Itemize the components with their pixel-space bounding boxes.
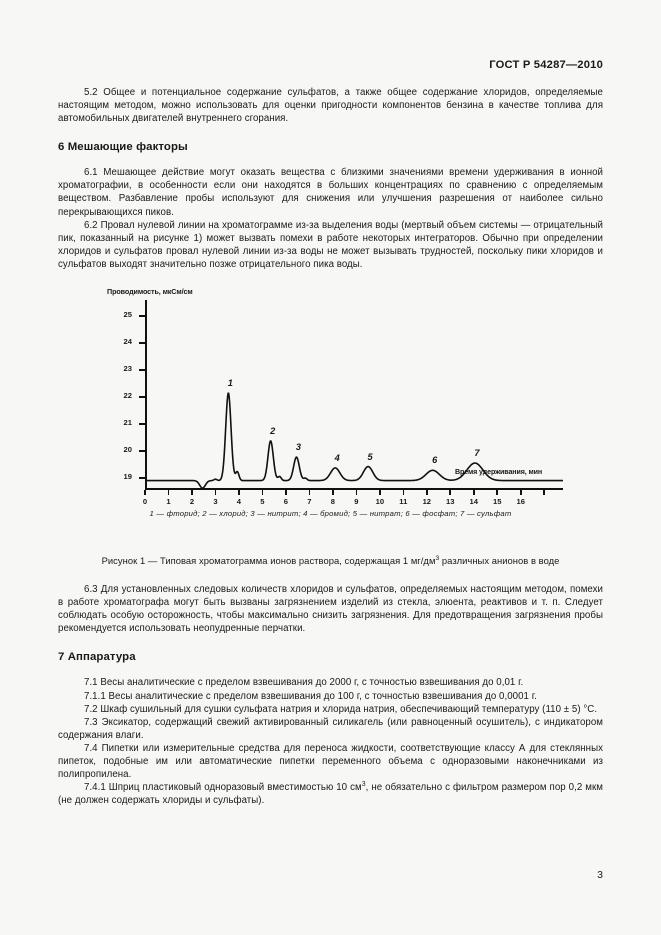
x-axis-tick-label: 8 (330, 496, 335, 506)
figure-caption-after: различных анионов в воде (439, 555, 560, 567)
x-axis-tick (309, 490, 311, 495)
x-axis-tick (262, 490, 264, 495)
paragraph-7-4-1-sup: 3 (361, 780, 366, 788)
x-axis-tick (403, 490, 405, 495)
y-axis-tick (123, 471, 145, 481)
y-axis-tick (123, 390, 145, 400)
x-axis-tick (520, 490, 522, 495)
paragraph-5-2: 5.2 Общее и потенциальное содержание сульфатов, а также общее содержание хлоридов, определяемые настоящим методом, можно использовать для оценки пригодности компонентов бензина в качестве топлива для автомобильных двигателей внутреннего сгорания. (58, 87, 603, 125)
figure-caption-before: Рисунок 1 — Типовая хроматограмма ионов раствора, содержащая 1 мг/дм (101, 555, 436, 567)
x-axis-tick-label: 2 (189, 496, 195, 506)
figure-caption-sup: 3 (435, 554, 440, 562)
x-axis-tick-label: 3 (213, 496, 218, 506)
x-axis-tick (238, 490, 240, 495)
y-axis-tick-label: 23 (123, 363, 132, 373)
spacer (58, 663, 603, 676)
x-axis-tick (215, 490, 217, 495)
x-axis-tick-label: 14 (469, 496, 478, 506)
x-axis-tick (332, 490, 334, 495)
x-axis-tick-label: 5 (260, 496, 265, 506)
x-axis-tick (356, 490, 358, 495)
y-axis-tick-label: 21 (123, 417, 132, 427)
y-axis-tick-label: 19 (123, 471, 132, 481)
paragraph-7-4-1 (58, 781, 603, 807)
paragraph-7-1: 7.1 Весы аналитические с пределом взвешивания до 2000 г, с точностью взвешивания до 0,01 г. (84, 677, 524, 689)
spacer (58, 153, 603, 166)
peak-label-3: 3 (295, 442, 302, 453)
x-axis-tick-label: 10 (375, 496, 385, 506)
x-axis-tick (379, 490, 381, 495)
x-axis-tick-label: 12 (422, 496, 432, 506)
peak-label-2: 2 (270, 425, 276, 436)
paragraph-6-3: 6.3 Для установленных следовых количеств хлоридов и сульфатов, определяемых настоящим методом, помехи в работе хроматографа могут быть вызваны загрязнением изделий из стекла, элюента, реактивов и т. п. Следует соблюдать особую осторожность, чтобы максимально снизить загрязнения. Для предотвращения загрязнения пробы рекомендуется использовать неопудренные перчатки. (58, 584, 603, 635)
paragraph-6-1: 6.1 Мешающее действие могут оказать вещества с близкими значениями времени удерживания в ионной хроматографии, в особенности если они находятся в больших концентрациях по сравнению с определяемым веществом. Разбавление пробы используют для снижения или улучшения разрешения от наиболее сильно перекрывающихся пиков. (58, 167, 603, 218)
x-axis-tick (168, 490, 170, 495)
peak-label-1: 1 (227, 378, 233, 388)
y-axis-tick-label: 24 (123, 336, 132, 346)
y-axis-tick-label: 20 (123, 444, 132, 454)
heading-6-interfering-factors: 6 Мешающие факторы (58, 141, 188, 154)
paragraph-7-4-1-before: 7.4.1 Шприц пластиковый одноразовый вместимостью 10 см (84, 782, 362, 794)
peak-label-7: 7 (474, 448, 480, 459)
spacer (58, 567, 603, 583)
x-axis-tick-label: 9 (354, 496, 359, 506)
peak-label-4: 4 (334, 452, 340, 463)
x-axis-tick (285, 490, 287, 495)
x-axis-tick (543, 490, 545, 495)
page-number: 3 (597, 869, 603, 881)
y-axis-tick (123, 444, 145, 454)
x-axis-title: Время удерживания, мин (454, 468, 543, 477)
x-axis-tick-label: 0 (142, 496, 148, 506)
paragraph-7-3: 7.3 Эксикатор, содержащий свежий активированный силикагель (или равноценный осушитель), с индикатором содержания влаги. (58, 716, 603, 741)
heading-7-apparatus: 7 Аппаратура (58, 651, 136, 664)
paragraph-7-1-1: 7.1.1 Весы аналитические с пределом взвешивания до 100 г, с точностью взвешивания до 0,0001 г. (84, 690, 537, 702)
x-axis-tick (496, 490, 498, 495)
x-axis-tick (426, 490, 428, 495)
figure-caption (58, 554, 603, 567)
spacer (58, 536, 603, 554)
paragraph-7-4-1-after: , не обязательно с фильтром размером пор 0,2 мкм (не должен содержать хлориды и сульфаты). (58, 782, 603, 807)
y-axis-tick (123, 336, 145, 346)
x-axis-tick-label: 11 (399, 496, 408, 506)
plot-region (123, 300, 563, 506)
y-axis-tick (123, 309, 145, 319)
figure-key: 1 — фторид; 2 — хлорид; 3 — нитрит; 4 — бромид; 5 — нитрат; 6 — фосфат; 7 — сульфат (149, 509, 512, 519)
spacer (58, 271, 603, 281)
peak-label-6: 6 (432, 455, 438, 466)
x-axis-tick-label: 16 (516, 496, 525, 506)
chart-area (107, 287, 577, 506)
spacer (58, 635, 603, 651)
y-axis-tick-label: 22 (123, 390, 132, 400)
x-axis-tick-label: 7 (307, 496, 312, 506)
x-axis-tick (191, 490, 193, 495)
x-axis-tick (144, 490, 146, 495)
y-axis-tick-label: 25 (123, 309, 132, 319)
x-axis-tick-label: 15 (493, 496, 502, 506)
y-axis-title: Проводимость, мкСм/см (107, 287, 193, 297)
paragraph-7-4: 7.4 Пипетки или измерительные средства для переноса жидкости, соответствующие классу А для стеклянных пипеток, подобные им или автоматические пипетки переменного объема с одноразовыми наконечниками из полипропилена. (58, 742, 603, 781)
paragraph-7-2: 7.2 Шкаф сушильный для сушки сульфата натрия и хлорида натрия, обеспечивающий температуру (110 ± 5) °С. (84, 703, 598, 715)
x-axis-tick (449, 490, 451, 495)
y-axis-tick (123, 417, 145, 427)
peak-label-5: 5 (367, 451, 373, 462)
x-axis-tick (473, 490, 475, 495)
spacer (58, 125, 603, 141)
page-header-standard: ГОСТ Р 54287—2010 (489, 59, 603, 71)
figure-1-chromatogram (58, 281, 603, 536)
x-axis-tick-label: 6 (283, 496, 289, 506)
chromatogram-trace (145, 300, 563, 490)
x-axis-tick-label: 1 (166, 496, 171, 506)
page-content (58, 86, 603, 807)
x-axis-tick-label: 4 (236, 496, 242, 506)
paragraph-6-2: 6.2 Провал нулевой линии на хроматограмме из-за выделения воды (мертвый объем системы — отрицательный пик, показанный на рисунке 1) может вызвать помехи в работе некоторых интеграторов. Обычно при определении хлоридов и сульфатов провал нулевой линии из-за воды не может вызывать трудностей, поскольку пики хлоридов и сульфатов выходят значительно позже отрицательного пика воды. (58, 219, 603, 270)
x-axis-tick-label: 13 (446, 496, 455, 506)
y-axis-tick (123, 363, 145, 373)
